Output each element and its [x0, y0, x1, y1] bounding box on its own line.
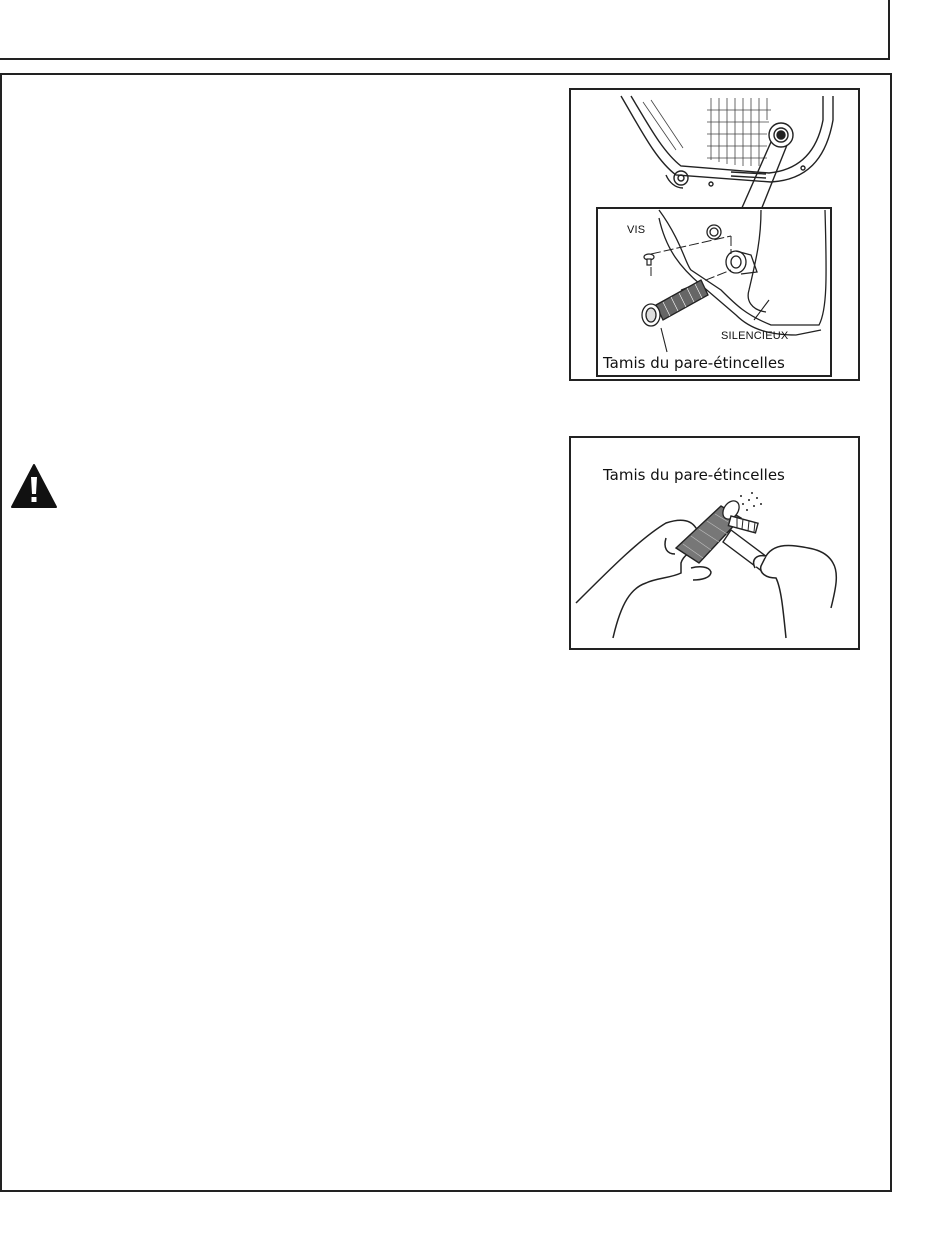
spark-arrester-cleaning-figure	[569, 436, 860, 650]
generator-muffler-illustration	[571, 90, 858, 379]
spark-arrester-caption: Tamis du pare-étincelles	[603, 354, 785, 372]
spark-arrester-caption: Tamis du pare-étincelles	[603, 466, 785, 484]
screw-label: VIS	[627, 224, 646, 236]
spark-arrester-removal-figure	[569, 88, 860, 381]
muffler-label: SILENCIEUX	[721, 330, 789, 342]
page-header-box	[0, 0, 890, 60]
warning-triangle-icon	[10, 463, 58, 509]
